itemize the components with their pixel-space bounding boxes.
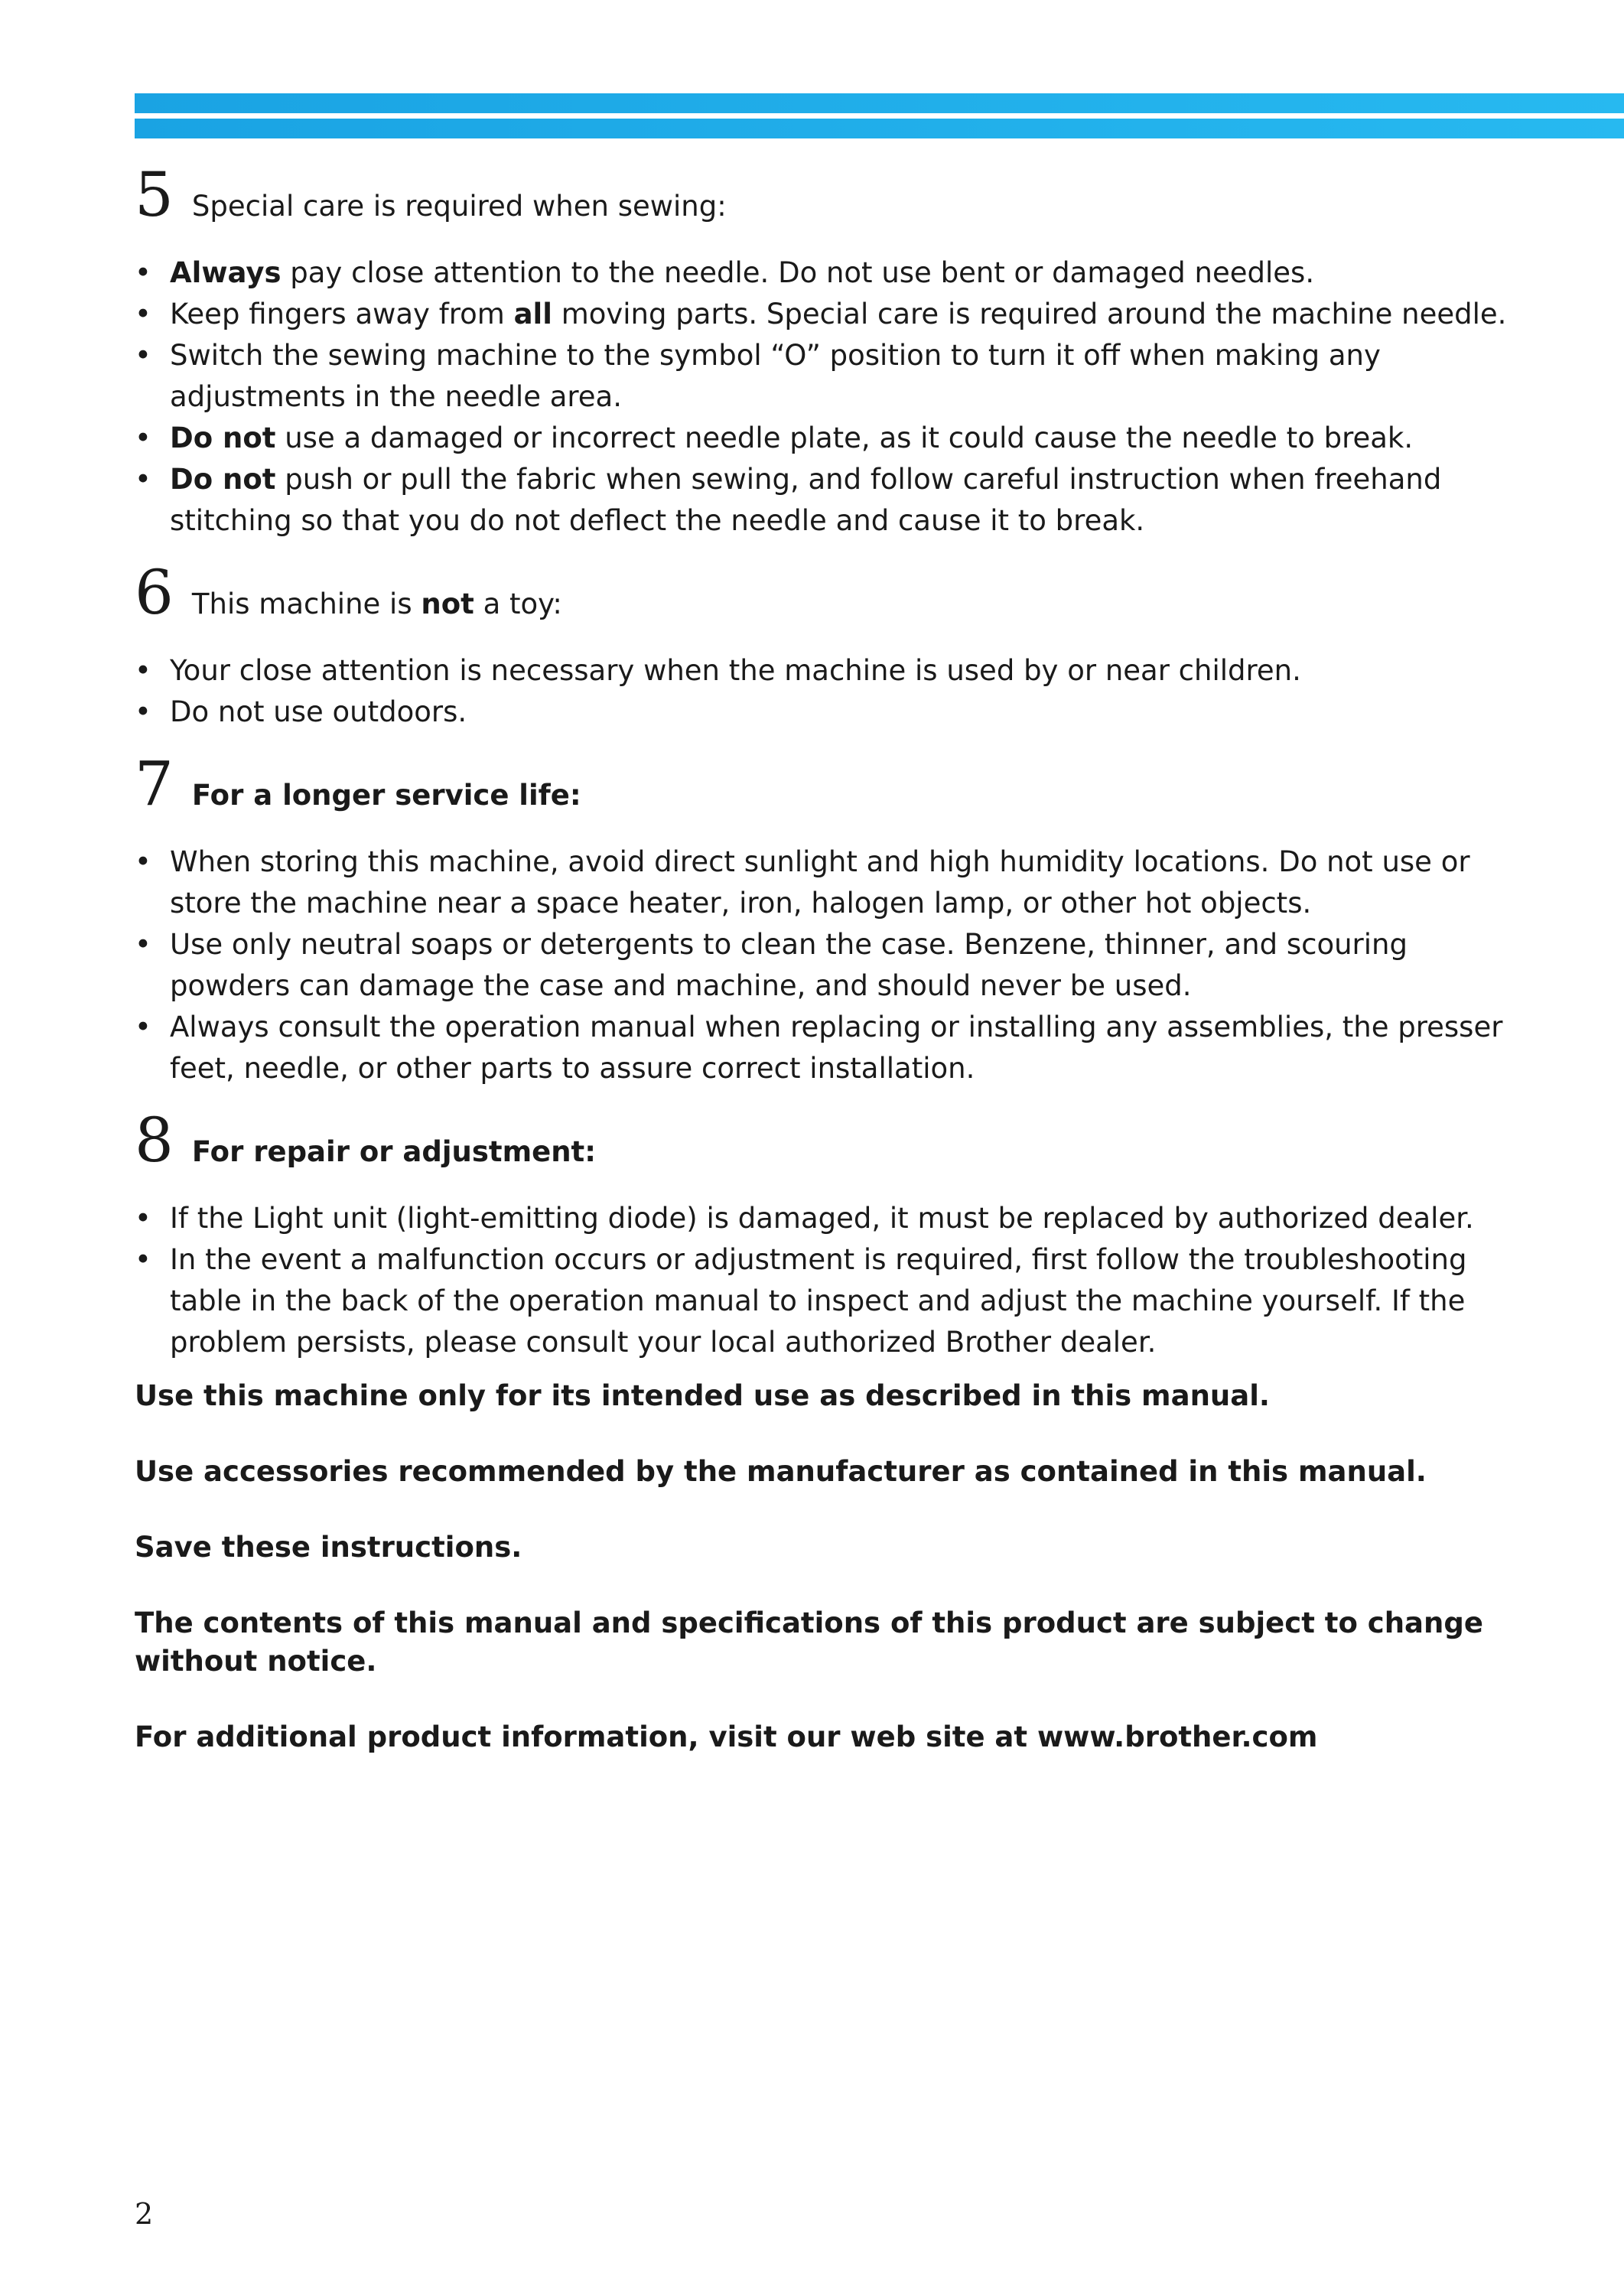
bullet-icon: • (135, 1243, 151, 1276)
section-5-heading (135, 161, 1527, 230)
section-title: Special care is required when sewing: (191, 190, 727, 223)
bullet-icon: • (135, 298, 151, 330)
list-item: • Keep fingers away from all moving parts. Special care is required around the machine needle. (135, 294, 1527, 335)
list-item: • Always consult the operation manual when replacing or installing any assemblies, the presser feet, needle, or other parts to assure correct installation. (135, 1007, 1527, 1089)
closing-statement-accessories: Use accessories recommended by the manufacturer as contained in this manual. (135, 1455, 1427, 1488)
list-item: • Do not use a damaged or incorrect needle plate, as it could cause the needle to break. (135, 418, 1527, 459)
header-band-top (135, 93, 1624, 113)
section-7-heading (135, 750, 1527, 819)
closing-statement-changes: The contents of this manual and specifications of this product are subject to change without notice. (135, 1606, 1483, 1678)
list-item: • If the Light unit (light-emitting diode) is damaged, it must be replaced by authorized dealer. (135, 1198, 1527, 1239)
bullet-icon: • (135, 256, 151, 289)
header-band-bottom (135, 119, 1624, 138)
page-number: 2 (135, 2197, 154, 2231)
list-item: • In the event a malfunction occurs or adjustment is required, first follow the troubleshooting table in the back of the operation manual to inspect and adjust the machine yourself. If the problem persists, please consult your local authorized Brother dealer. (135, 1239, 1527, 1363)
section-title: For repair or adjustment: (191, 1135, 597, 1168)
list-item: • Use only neutral soaps or detergents to clean the case. Benzene, thinner, and scouring powders can damage the case and machine, and should never be used. (135, 924, 1527, 1007)
page-content (135, 161, 1527, 1794)
closing-statement-intended-use: Use this machine only for its intended use as described in this manual. (135, 1379, 1270, 1412)
section-7-list (135, 842, 1527, 1089)
section-title: For a longer service life: (191, 779, 581, 812)
bullet-icon: • (135, 422, 151, 454)
closing-statement-website: For additional product information, visit our web site at www.brother.com (135, 1720, 1318, 1753)
closing-statement-save: Save these instructions. (135, 1531, 522, 1564)
list-item: • Do not push or pull the fabric when sewing, and follow careful instruction when freehand stitching so that you do not deflect the needle and cause it to break. (135, 459, 1527, 542)
section-8-heading (135, 1106, 1527, 1175)
bullet-icon: • (135, 654, 151, 687)
section-6-heading (135, 558, 1527, 627)
section-8-list (135, 1198, 1527, 1363)
list-item: • Switch the sewing machine to the symbol “O” position to turn it off when making any adjustments in the needle area. (135, 335, 1527, 418)
list-item: • Do not use outdoors. (135, 692, 1527, 733)
section-number: 5 (135, 159, 174, 230)
list-item: • Always pay close attention to the needle. Do not use bent or damaged needles. (135, 252, 1527, 294)
list-item: • When storing this machine, avoid direct sunlight and high humidity locations. Do not use or store the machine near a space heater, iron, halogen lamp, or other hot objects. (135, 842, 1527, 924)
section-number: 6 (135, 557, 174, 628)
bullet-icon: • (135, 928, 151, 961)
section-number: 7 (135, 748, 174, 819)
bullet-icon: • (135, 463, 151, 496)
section-5-list (135, 252, 1527, 542)
bullet-icon: • (135, 339, 151, 372)
section-number: 8 (135, 1105, 174, 1176)
section-title: This machine is not a toy: (191, 588, 562, 620)
section-6-list (135, 650, 1527, 733)
bullet-icon: • (135, 845, 151, 878)
bullet-icon: • (135, 1202, 151, 1235)
list-item: • Your close attention is necessary when the machine is used by or near children. (135, 650, 1527, 692)
bullet-icon: • (135, 1011, 151, 1043)
bullet-icon: • (135, 695, 151, 728)
